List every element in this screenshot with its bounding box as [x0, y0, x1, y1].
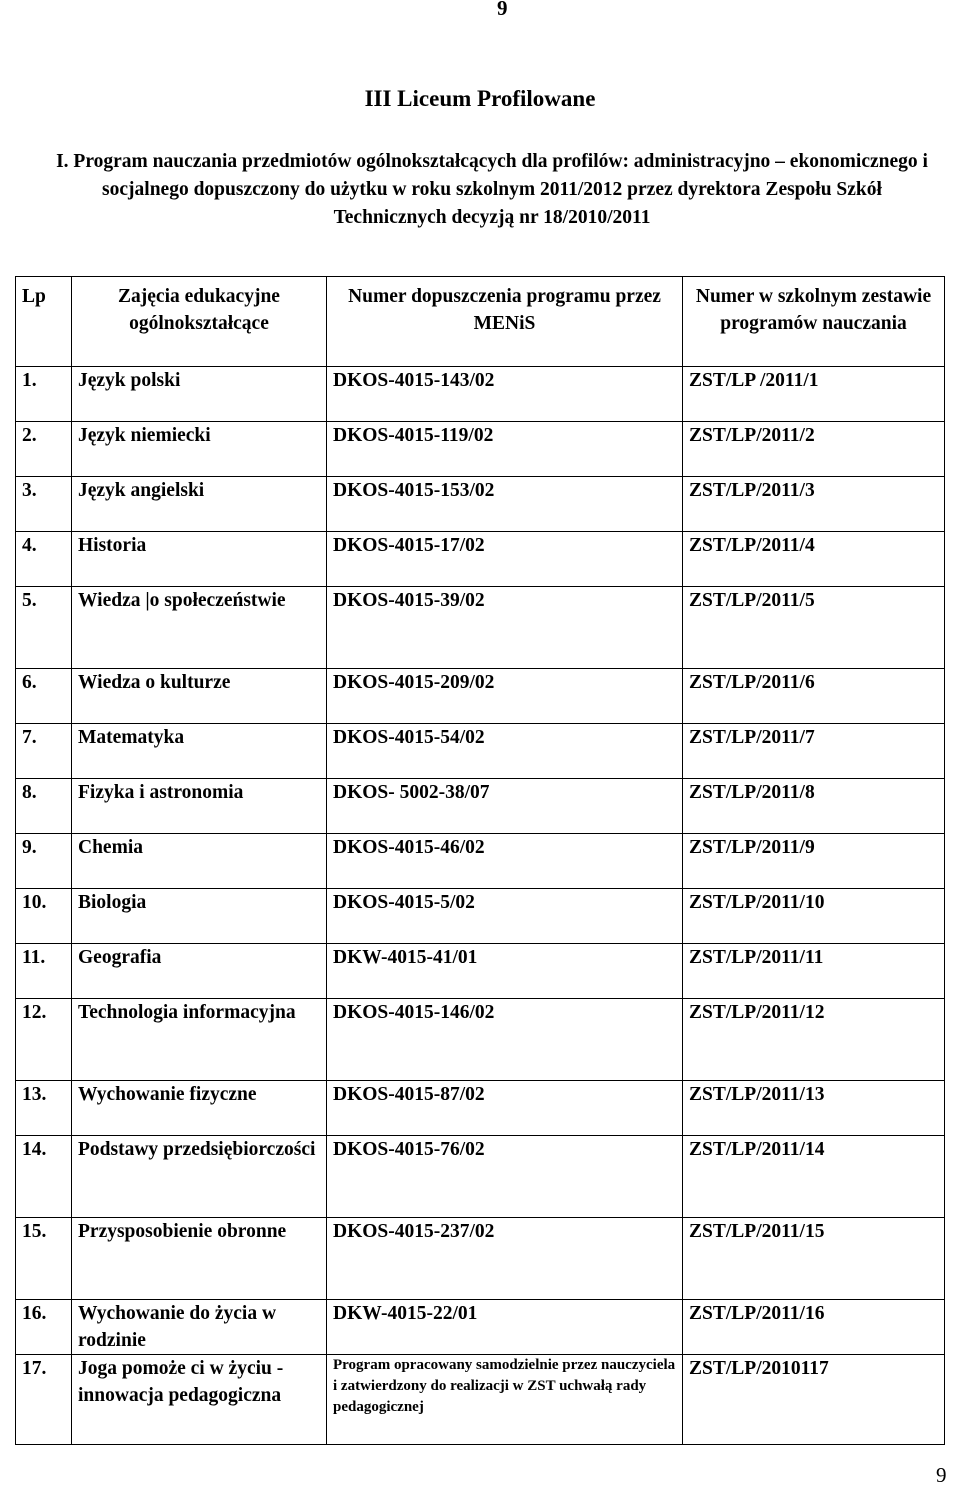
- row-lp: 17.: [16, 1355, 72, 1445]
- row-menis-number: DKOS-4015-146/02: [327, 999, 683, 1081]
- row-subject: Język niemiecki: [72, 422, 327, 477]
- row-subject: Wiedza o kulturze: [72, 669, 327, 724]
- row-school-number: ZST/LP/2011/16: [683, 1300, 945, 1355]
- row-subject: Joga pomoże ci w życiu - innowacja pedagogiczna: [72, 1355, 327, 1445]
- table-row: [16, 477, 945, 532]
- row-lp: 10.: [16, 889, 72, 944]
- page-number-bottom: 9: [936, 1463, 947, 1487]
- row-school-number: ZST/LP/2011/15: [683, 1218, 945, 1300]
- row-subject: Geografia: [72, 944, 327, 999]
- table-row: [16, 1300, 945, 1355]
- row-menis-number: DKOS-4015-76/02: [327, 1136, 683, 1218]
- row-school-number: ZST/LP/2011/3: [683, 477, 945, 532]
- row-menis-number: DKOS-4015-87/02: [327, 1081, 683, 1136]
- row-school-number: ZST/LP/2011/8: [683, 779, 945, 834]
- row-menis-number: DKOS-4015-46/02: [327, 834, 683, 889]
- row-school-number: ZST/LP/2011/10: [683, 889, 945, 944]
- table-row: [16, 669, 945, 724]
- table-row: [16, 422, 945, 477]
- programs-table: [15, 276, 945, 1445]
- row-lp: 13.: [16, 1081, 72, 1136]
- table-row: [16, 834, 945, 889]
- row-subject: Język angielski: [72, 477, 327, 532]
- row-lp: 2.: [16, 422, 72, 477]
- header-subject: Zajęcia edukacyjne ogólnokształcące: [72, 277, 327, 367]
- row-subject: Wiedza |o społeczeństwie: [72, 587, 327, 669]
- row-lp: 11.: [16, 944, 72, 999]
- row-subject: Podstawy przedsiębiorczości: [72, 1136, 327, 1218]
- row-menis-number: DKOS-4015-143/02: [327, 367, 683, 422]
- row-menis-number: DKOS-4015-39/02: [327, 587, 683, 669]
- row-subject: Język polski: [72, 367, 327, 422]
- row-lp: 9.: [16, 834, 72, 889]
- row-school-number: ZST/LP/2011/12: [683, 999, 945, 1081]
- row-menis-number: DKOS- 5002-38/07: [327, 779, 683, 834]
- table-row: [16, 999, 945, 1081]
- intro-paragraph: I. Program nauczania przedmiotów ogólnokształcących dla profilów: administracyjno – ekonomicznego i socjalnego dopuszczony do użytku w roku szkolnym 2011/2012 przez dyrektora Zespołu Szkół Technicznych decyzją nr 18/2010/2011: [56, 151, 928, 228]
- row-menis-number: DKOS-4015-209/02: [327, 669, 683, 724]
- table-row: [16, 532, 945, 587]
- table-row: [16, 367, 945, 422]
- row-school-number: ZST/LP/2011/14: [683, 1136, 945, 1218]
- row-subject: Przysposobienie obronne: [72, 1218, 327, 1300]
- row-school-number: ZST/LP/2011/11: [683, 944, 945, 999]
- table-row: [16, 587, 945, 669]
- row-subject: Fizyka i astronomia: [72, 779, 327, 834]
- row-subject: Chemia: [72, 834, 327, 889]
- table-row: [16, 779, 945, 834]
- row-menis-number: DKOS-4015-237/02: [327, 1218, 683, 1300]
- row-school-number: ZST/LP/2010117: [683, 1355, 945, 1445]
- row-subject: Matematyka: [72, 724, 327, 779]
- row-lp: 14.: [16, 1136, 72, 1218]
- row-lp: 1.: [16, 367, 72, 422]
- header-school: Numer w szkolnym zestawie programów nauczania: [683, 277, 945, 367]
- header-menis: Numer dopuszczenia programu przez MENiS: [327, 277, 683, 367]
- row-subject: Technologia informacyjna: [72, 999, 327, 1081]
- header-lp: Lp: [16, 277, 72, 367]
- page-number-top: 9: [497, 0, 508, 20]
- row-menis-number: DKOS-4015-153/02: [327, 477, 683, 532]
- row-menis-number: DKOS-4015-54/02: [327, 724, 683, 779]
- row-school-number: ZST/LP/2011/6: [683, 669, 945, 724]
- row-school-number: ZST/LP/2011/2: [683, 422, 945, 477]
- row-school-number: ZST/LP/2011/5: [683, 587, 945, 669]
- row-subject: Wychowanie do życia w rodzinie: [72, 1300, 327, 1355]
- row-lp: 15.: [16, 1218, 72, 1300]
- table-row: [16, 1081, 945, 1136]
- table-row: [16, 944, 945, 999]
- row-subject: Wychowanie fizyczne: [72, 1081, 327, 1136]
- row-menis-number: DKOS-4015-119/02: [327, 422, 683, 477]
- row-lp: 12.: [16, 999, 72, 1081]
- row-school-number: ZST/LP/2011/7: [683, 724, 945, 779]
- table-row: [16, 724, 945, 779]
- table-row: [16, 1136, 945, 1218]
- row-subject: Biologia: [72, 889, 327, 944]
- table-row: [16, 1218, 945, 1300]
- row-subject: Historia: [72, 532, 327, 587]
- row-lp: 3.: [16, 477, 72, 532]
- table-row: [16, 889, 945, 944]
- row-lp: 5.: [16, 587, 72, 669]
- table-header-row: [16, 277, 945, 367]
- row-menis-number: DKW-4015-22/01: [327, 1300, 683, 1355]
- row-menis-number: Program opracowany samodzielnie przez nauczyciela i zatwierdzony do realizacji w ZST uchwałą rady pedagogicznej: [327, 1355, 683, 1445]
- row-school-number: ZST/LP/2011/9: [683, 834, 945, 889]
- row-lp: 8.: [16, 779, 72, 834]
- row-lp: 6.: [16, 669, 72, 724]
- row-school-number: ZST/LP/2011/13: [683, 1081, 945, 1136]
- row-menis-number: DKOS-4015-5/02: [327, 889, 683, 944]
- row-menis-number: DKW-4015-41/01: [327, 944, 683, 999]
- table-row: [16, 1355, 945, 1445]
- row-school-number: ZST/LP /2011/1: [683, 367, 945, 422]
- row-menis-number: DKOS-4015-17/02: [327, 532, 683, 587]
- row-school-number: ZST/LP/2011/4: [683, 532, 945, 587]
- row-lp: 4.: [16, 532, 72, 587]
- row-lp: 7.: [16, 724, 72, 779]
- page-title: III Liceum Profilowane: [364, 86, 596, 111]
- row-lp: 16.: [16, 1300, 72, 1355]
